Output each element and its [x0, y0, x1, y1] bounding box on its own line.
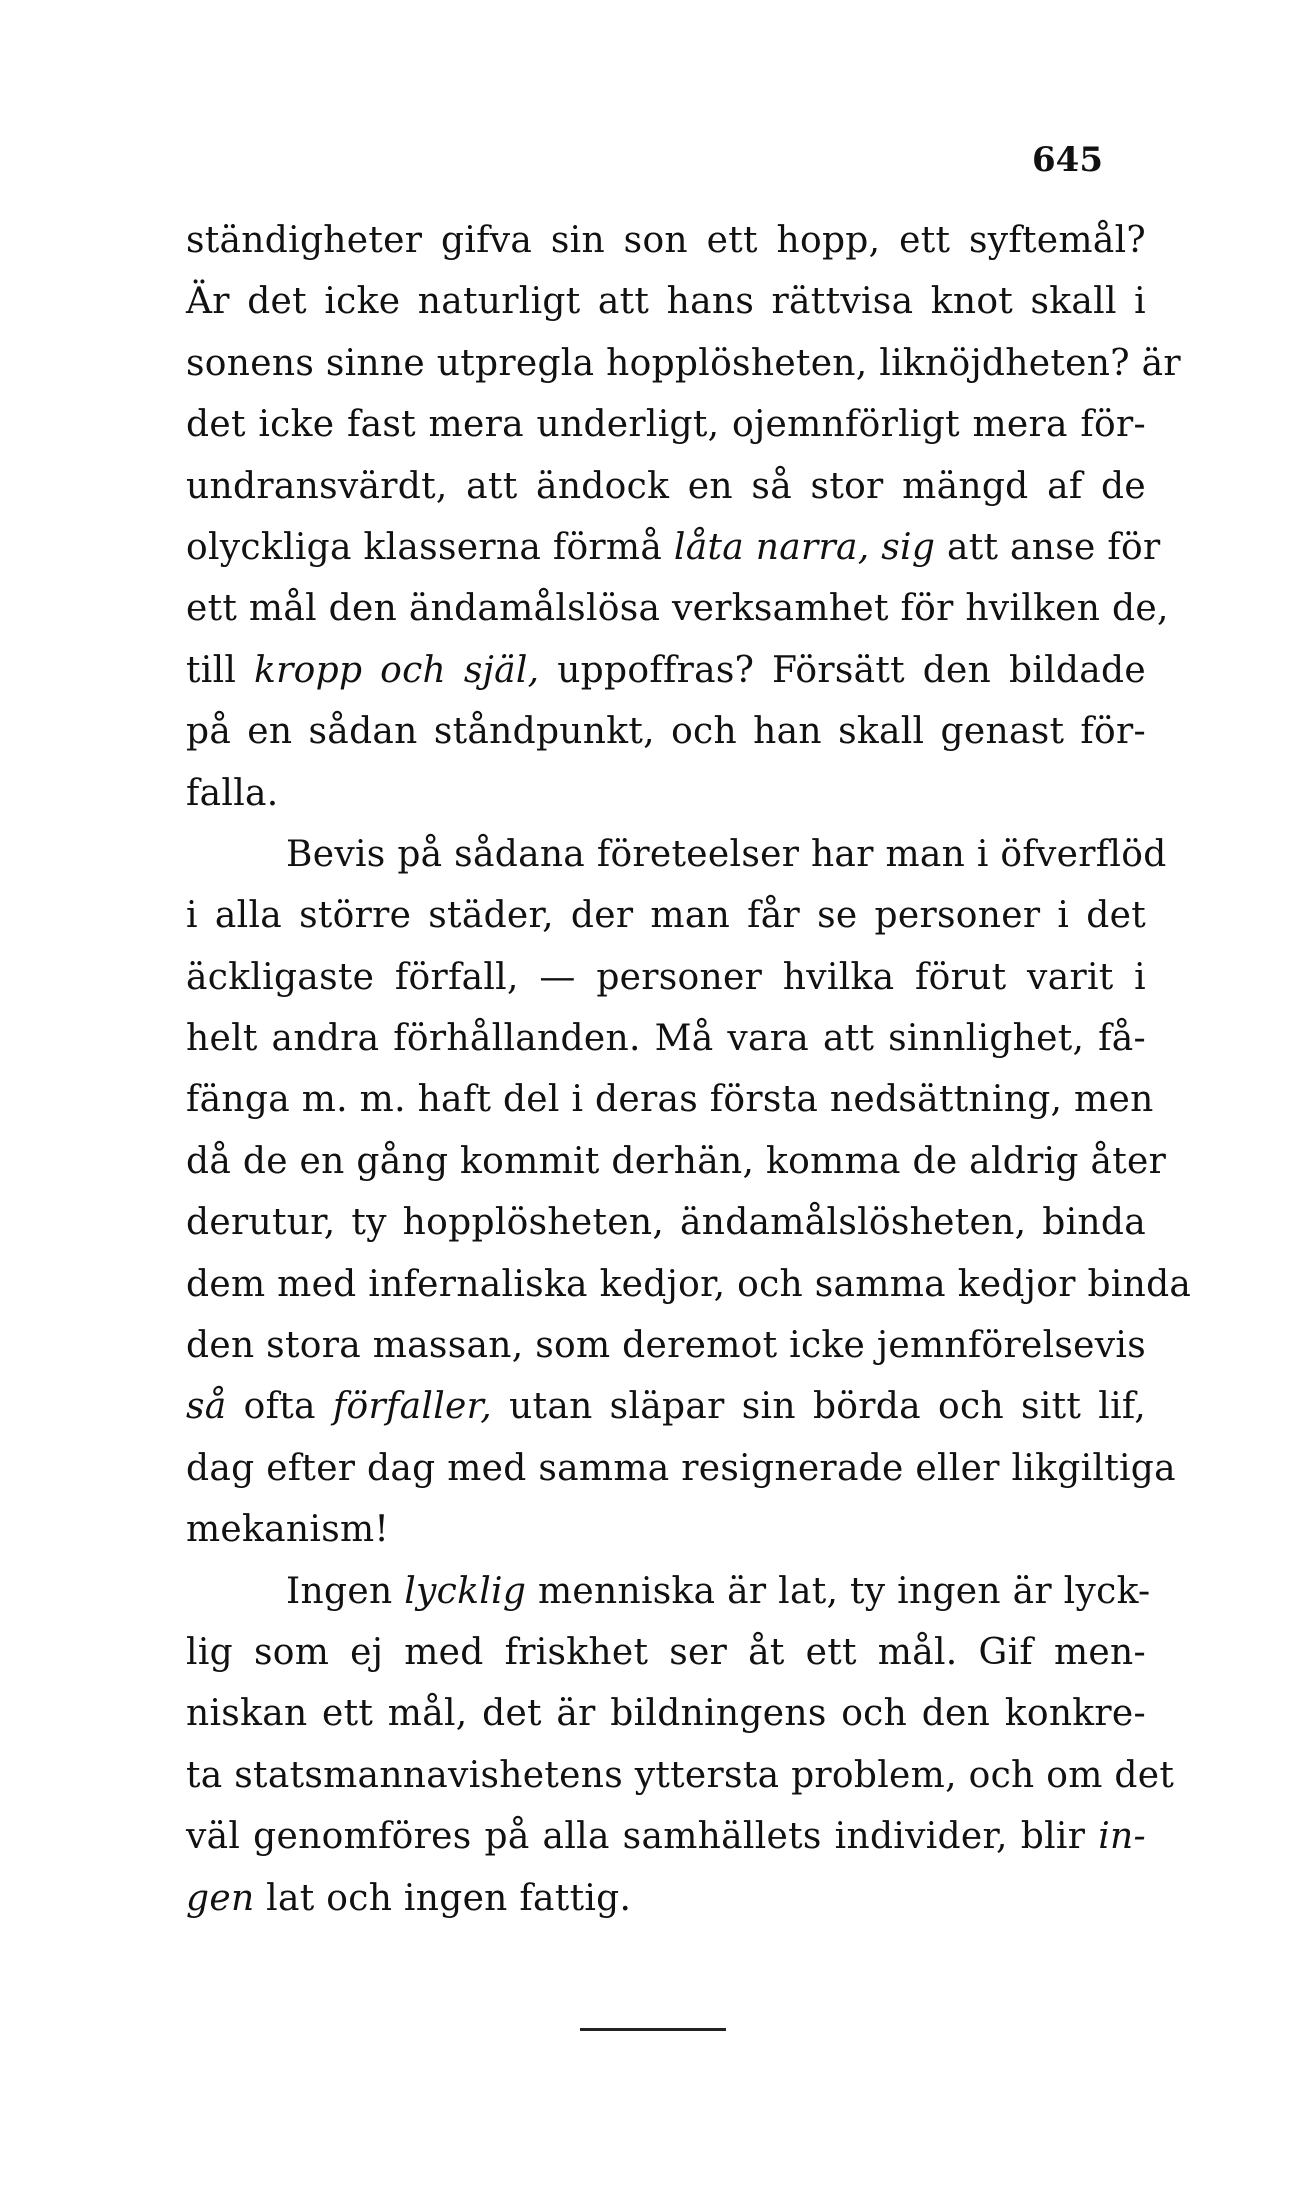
text-line: äckligaste förfall, — personer hvilka förut varit i: [186, 956, 1146, 998]
text-run: att anse för: [935, 526, 1161, 568]
paragraph-1: [186, 210, 1181, 824]
text-run: ofta: [226, 1386, 333, 1428]
text-line: Är det icke naturligt att hans rättvisa knot skall i: [186, 281, 1146, 323]
text-line: i alla större städer, der man får se personer i det: [186, 895, 1146, 937]
text-run: Ingen: [286, 1570, 405, 1612]
italic-emphasis: gen: [186, 1877, 255, 1919]
paragraph-2: [186, 824, 1192, 1561]
text-line: ett mål den ändamålslösa verksamhet för hvilken de,: [186, 588, 1169, 630]
italic-emphasis: in-: [1098, 1816, 1146, 1858]
italic-emphasis: förfaller,: [332, 1386, 492, 1428]
page-number: 645: [1032, 140, 1103, 180]
text-line: niskan ett mål, det är bildningens och den konkre-: [186, 1693, 1146, 1735]
text-line: Bevis på sådana företeelser har man i öfverflöd: [286, 833, 1167, 875]
italic-emphasis: kropp och själ,: [254, 649, 540, 691]
text-line: [186, 1806, 1146, 1867]
text-line: sonens sinne utpregla hopplösheten, liknöjdheten? är: [186, 342, 1181, 384]
text-run: olyckliga klasserna förmå: [186, 526, 674, 568]
text-line: undransvärdt, att ändock en så stor mängd af de: [186, 465, 1146, 507]
text-run: uppoffras? Försätt den bildade: [539, 649, 1146, 691]
text-run: menniska är lat, ty ingen är lyck-: [526, 1570, 1151, 1612]
text-line: falla.: [186, 772, 279, 814]
italic-emphasis: lycklig: [404, 1570, 527, 1612]
text-line: då de en gång kommit derhän, komma de aldrig åter: [186, 1140, 1167, 1182]
text-run: till: [186, 649, 255, 691]
body-text: [186, 210, 1192, 1929]
text-line: [186, 1868, 1146, 1929]
paragraph-3: [186, 1561, 1175, 1929]
text-run: lat och ingen fattig.: [254, 1877, 632, 1919]
text-line: [186, 1561, 1151, 1622]
text-line: det icke fast mera underligt, ojemnförligt mera för-: [186, 404, 1146, 446]
text-line: [186, 1376, 1146, 1437]
text-line: ta statsmannavishetens yttersta problem, och om det: [186, 1754, 1175, 1796]
text-run: utan släpar sin börda och sitt lif,: [491, 1386, 1147, 1428]
text-line: derutur, ty hopplösheten, ändamålslösheten, binda: [186, 1202, 1146, 1244]
text-line: ständigheter gifva sin son ett hopp, ett syftemål?: [186, 220, 1146, 261]
text-line: helt andra förhållanden. Må vara att sinnlighet, få-: [186, 1018, 1146, 1060]
italic-emphasis: låta narra, sig: [673, 526, 936, 568]
text-line: lig som ej med friskhet ser åt ett mål. Gif men-: [186, 1631, 1146, 1673]
text-line: mekanism!: [186, 1509, 390, 1551]
text-line: dag efter dag med samma resignerade eller likgiltiga: [186, 1447, 1176, 1489]
text-run: väl genomföres på alla samhällets individer, blir: [186, 1816, 1099, 1858]
text-line: fänga m. m. haft del i deras första nedsättning, men: [186, 1079, 1154, 1121]
section-end-rule: [580, 2028, 726, 2031]
text-line: på en sådan ståndpunkt, och han skall genast för-: [186, 711, 1146, 753]
text-line: [186, 517, 1161, 578]
text-line: dem med infernaliska kedjor, och samma kedjor binda: [186, 1263, 1192, 1305]
italic-emphasis: så: [186, 1386, 227, 1428]
text-line: [186, 640, 1146, 701]
text-line: den stora massan, som deremot icke jemnförelsevis: [186, 1325, 1146, 1367]
